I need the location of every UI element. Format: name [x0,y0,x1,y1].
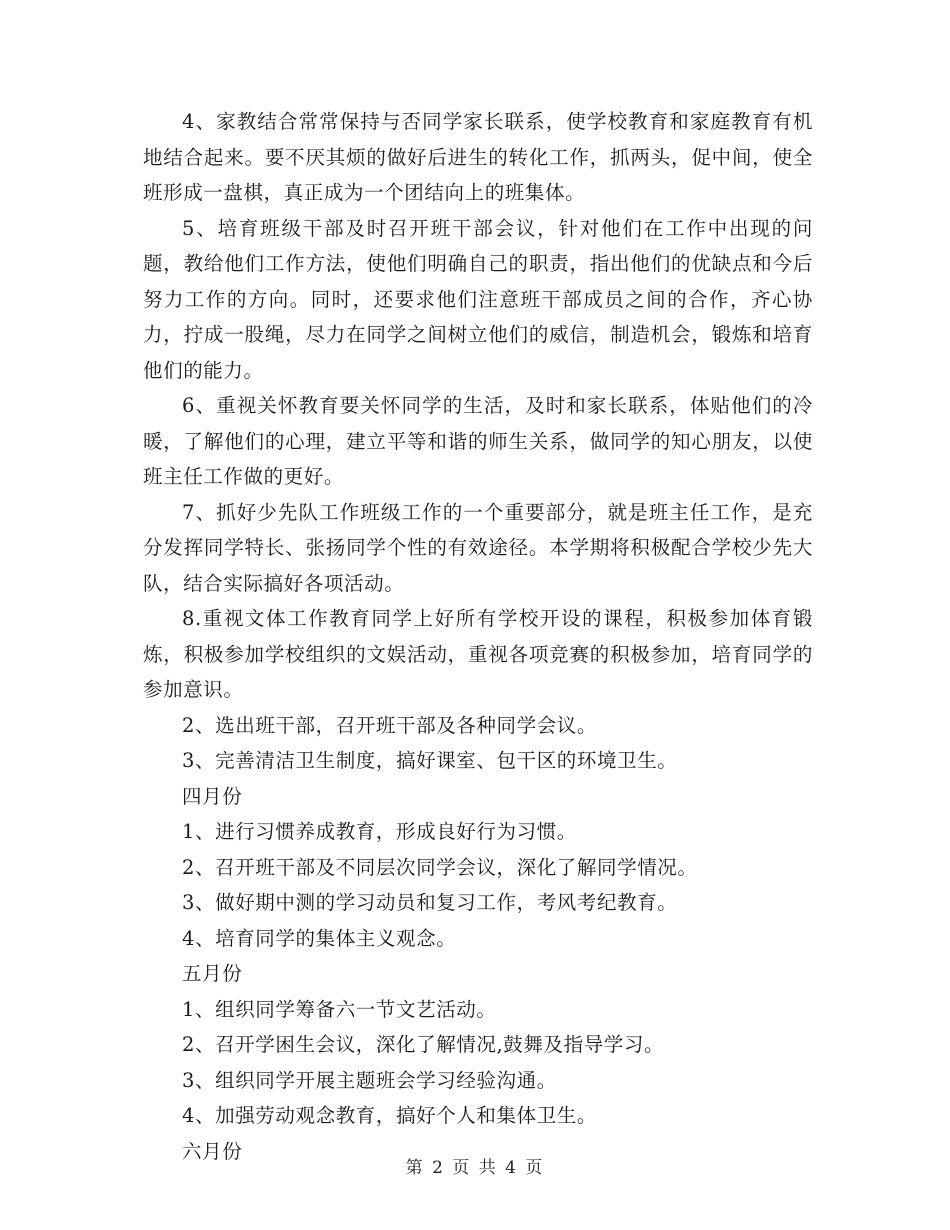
paragraph-item-5: 5、培育班级干部及时召开班干部会议，针对他们在工作中出现的问题，教给他们工作方法，使他们明确自己的职责，指出他们的优缺点和今后努力工作的方向。同时，还要求他们注意班干部成员之间的合作，齐心协力，拧成一股绳，尽力在同学之间树立他们的威信，制造机会，锻炼和培育他们的能力。 [143,216,813,382]
paragraph-item-4: 4、家教结合常常保持与否同学家长联系，使学校教育和家庭教育有机地结合起来。要不厌其烦的做好后进生的转化工作，抓两头，促中间，使全班形成一盘棋，真正成为一个团结向上的班集体。 [143,110,813,204]
month-heading-april: 四月份 [182,784,243,808]
list-item: 2、选出班干部，召开班干部及各种同学会议。 [182,713,598,737]
list-item: 2、召开学困生会议，深化了解情况,鼓舞及指导学习。 [182,1033,665,1056]
paragraph-item-7: 7、抓好少先队工作班级工作的一个重要部分，就是班主任工作，是充分发挥同学特长、张扬同学个性的有效途径。本学期将积极配合学校少先大队，结合实际搞好各项活动。 [143,500,813,595]
list-item: 3、做好期中测的学习动员和复习工作，考风考纪教育。 [182,891,678,914]
paragraph-item-8: 8.重视文体工作教育同学上好所有学校开设的课程，积极参加体育锻炼，积极参加学校组织的文娱活动，重视各项竞赛的积极参加，培育同学的参加意识。 [143,607,813,701]
list-item: 3、组织同学开展主题班会学习经验沟通。 [182,1068,557,1092]
month-heading-june: 六月份 [182,1139,243,1163]
list-item: 4、加强劳动观念教育，搞好个人和集体卫生。 [182,1104,598,1127]
list-item: 3、完善清洁卫生制度，搞好课室、包干区的环境卫生。 [182,749,678,772]
list-item: 1、组织同学筹备六一节文艺活动。 [182,997,497,1021]
list-item: 1、进行习惯养成教育，形成良好行为习惯。 [182,820,577,843]
paragraph-item-6: 6、重视关怀教育要关怀同学的生活，及时和家长联系，体贴他们的冷暖，了解他们的心理，建立平等和谐的师生关系，做同学的知心朋友，以使班主任工作做的更好。 [143,394,813,488]
month-heading-may: 五月份 [182,962,243,985]
list-item: 2、召开班干部及不同层次同学会议，深化了解同学情况。 [182,855,698,879]
page-number-footer: 第 2 页 共 4 页 [405,1158,545,1178]
document-body [143,104,813,1169]
list-item: 4、培育同学的集体主义观念。 [182,926,457,950]
